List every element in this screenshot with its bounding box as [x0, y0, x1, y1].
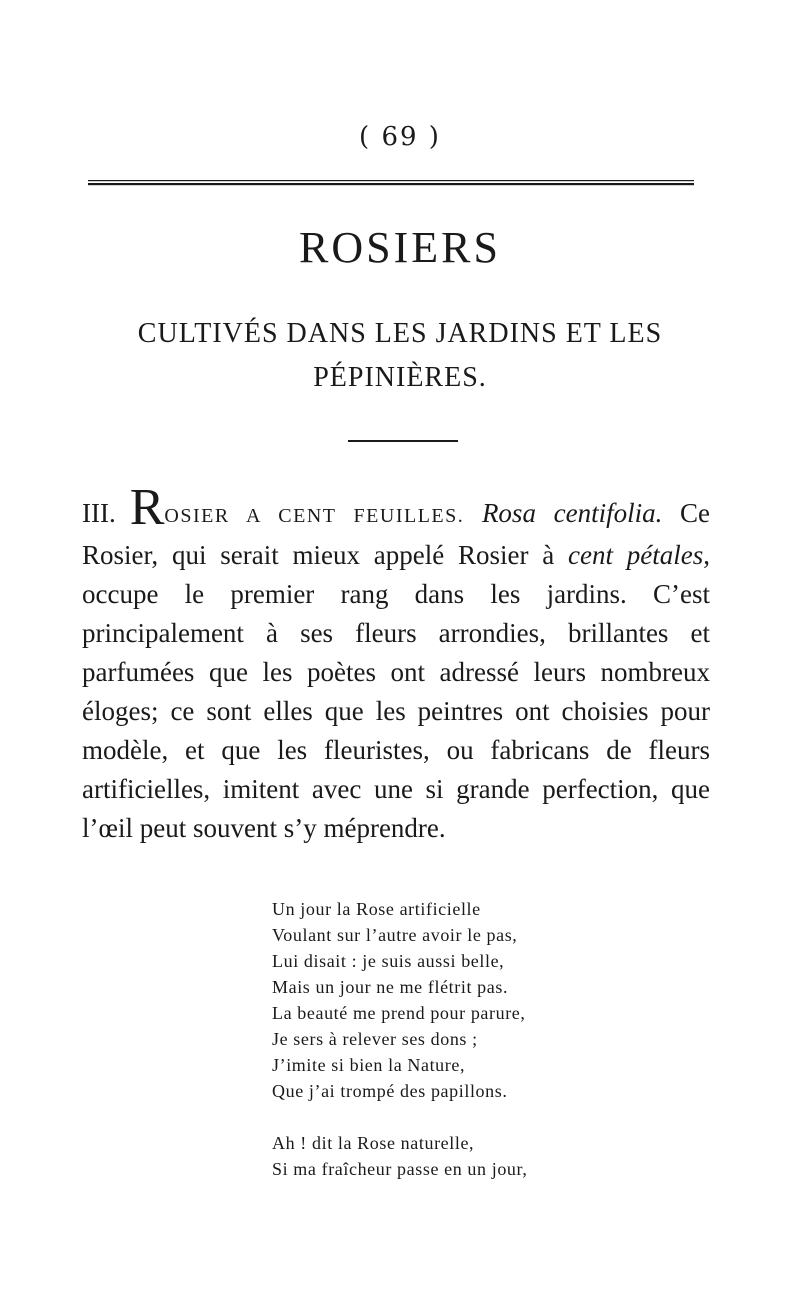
drop-cap: R [129, 479, 165, 536]
page-title: ROSIERS [299, 223, 501, 272]
entry-heading: OSIER A CENT FEUILLES. [164, 505, 465, 527]
short-rule [348, 440, 458, 442]
poem-line: Lui disait : je suis aussi belle, [272, 951, 505, 971]
subtitle-line-2: PÉPINIÈRES. [313, 362, 487, 393]
poem-line: La beauté me prend pour parure, [272, 1003, 526, 1023]
poem-line: Mais un jour ne me flétrit pas. [272, 977, 509, 997]
poem-line: Je sers à relever ses dons ; [272, 1029, 478, 1049]
poem-line: J’imite si bien la Nature, [272, 1055, 466, 1075]
poem-line: Voulant sur l’autre avoir le pas, [272, 925, 518, 945]
subtitle-line-1: CULTIVÉS DANS LES JARDINS ET LES [137, 318, 663, 349]
page-number: ( 69 ) [359, 122, 441, 152]
poem-stanza-1 [272, 896, 632, 1104]
poem-line: Un jour la Rose artificielle [272, 899, 481, 919]
poem-line: Ah ! dit la Rose naturelle, [272, 1133, 475, 1153]
entry-paragraph [82, 479, 711, 848]
poem-line: Que j’ai trompé des papillons. [272, 1081, 508, 1101]
top-rule [88, 180, 694, 186]
entry-text-2: , occupe le premier rang dans les jardins. C’est principalement à ses fleurs arrondies, brillantes et parfumées que les poètes ont adressé leurs nombreux éloges; ce sont elles que les peintres ont choisies pour modèle, et que les fleuristes, ou fabricans de fleurs artificielles, imitent avec une si grande perfection, que l’œil peut souvent s’y méprendre. [82, 540, 710, 843]
latin-name: Rosa centifolia. [481, 498, 663, 528]
section-number: III. [82, 498, 116, 528]
subtitle [70, 312, 730, 400]
poem-line: Si ma fraîcheur passe en un jour, [272, 1159, 528, 1179]
poem-stanza-2 [272, 1130, 632, 1182]
entry-text-1: Ce Rosier, qui serait mieux appelé Rosier à [82, 498, 711, 570]
italic-phrase: cent pétales [568, 540, 704, 570]
